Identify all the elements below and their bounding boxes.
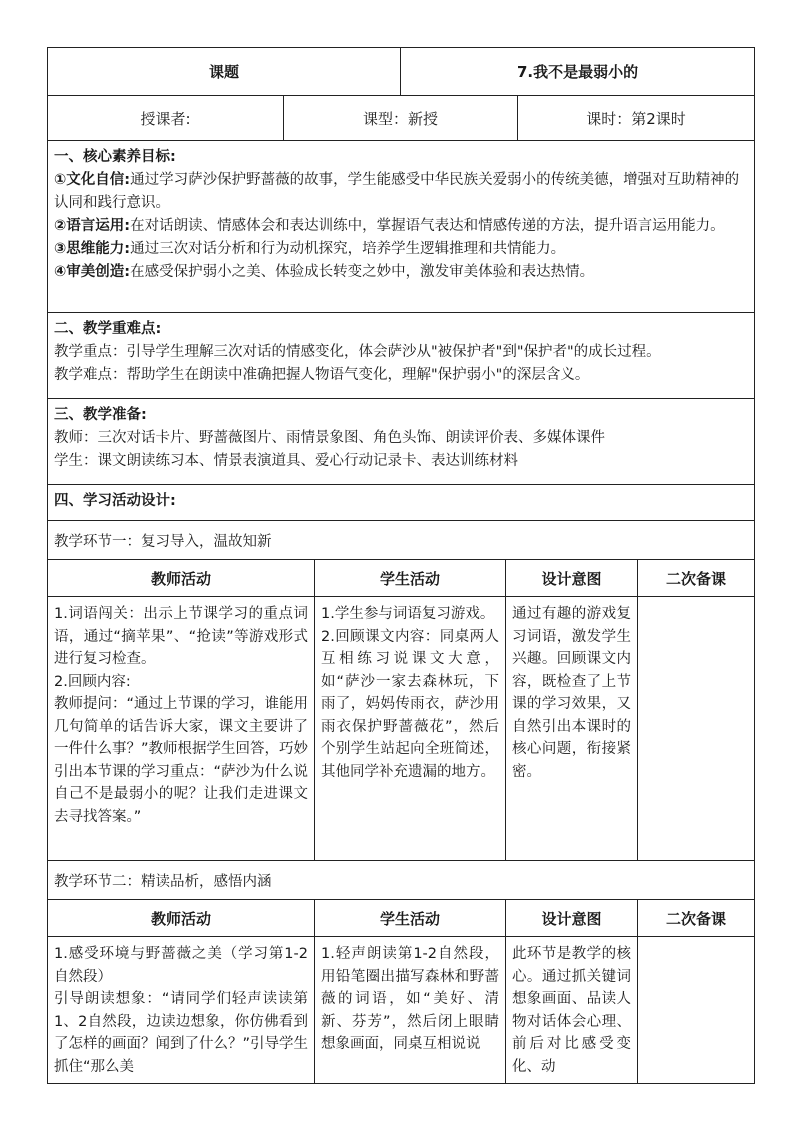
col-header-second: 二次备课 xyxy=(638,900,755,937)
objective-item: ④审美创造:在感受保护弱小之美、体验成长转变之妙中，激发审美体验和表达热情。 xyxy=(54,264,595,280)
section-objectives xyxy=(48,141,755,313)
col-header-teacher: 教师活动 xyxy=(48,900,315,937)
teacher-label: 授课者: xyxy=(48,96,284,141)
student-activity-cell xyxy=(315,937,506,1084)
section-activity-design xyxy=(48,485,755,521)
activity-table-one xyxy=(47,559,755,1084)
teacher-activity-line: 1.词语闯关：出示上节课学习的重点词语，通过“摘苹果”、“抢读”等游戏形式进行复习检查。 xyxy=(54,606,308,667)
col-header-intent: 设计意图 xyxy=(506,900,638,937)
lesson-type: 课型：新授 xyxy=(284,96,518,141)
objective-item: ①文化自信:通过学习萨沙保护野蔷薇的故事，学生能感受中华民族关爱弱小的传统美德，增强对互助精神的认同和践行意识。 xyxy=(54,172,740,211)
col-header-teacher: 教师活动 xyxy=(48,560,315,597)
design-intent-cell: 此环节是教学的核心。通过抓关键词想象画面、品读人物对话体会心理、前后对比感受变化、动 xyxy=(506,937,638,1084)
col-header-student: 学生活动 xyxy=(315,560,506,597)
lesson-plan-page xyxy=(47,47,754,1084)
step-one-title: 教学环节一：复习导入，温故知新 xyxy=(48,521,755,560)
teacher-activity-cell xyxy=(48,597,315,861)
student-activity-line: 1.学生参与词语复习游戏。 xyxy=(321,606,495,622)
teacher-activity-cell xyxy=(48,937,315,1084)
difficulty-line: 教学难点：帮助学生在朗读中准确把握人物语气变化，理解"保护弱小"的深层含义。 xyxy=(54,367,590,383)
section-key-points xyxy=(48,313,755,399)
section-heading: 二、教学重难点: xyxy=(54,321,162,337)
section-heading: 一、核心素养目标: xyxy=(54,149,176,165)
student-activity-line: 2.回顾课文内容：同桌两人互相练习说课文大意，如“萨沙一家去森林玩，下雨了，妈妈传雨衣，萨沙用雨衣保护野蔷薇花”，然后个别学生站起向全班简述，其他同学补充遗漏的地方。 xyxy=(321,628,499,780)
student-activity-cell xyxy=(315,597,506,861)
teacher-activity-line: 引导朗读想象：“请同学们轻声读读第1、2自然段，边读边想象，你仿佛看到了怎样的画面？闻到了什么？”引导学生抓住“那么美 xyxy=(54,991,309,1075)
objective-item: ②语言运用:在对话朗读、情感体会和表达训练中，掌握语气表达和情感传递的方法，提升语言运用能力。 xyxy=(54,218,725,234)
lesson-period: 课时：第2课时 xyxy=(518,96,755,141)
design-intent-cell: 通过有趣的游戏复习词语，激发学生兴趣。回顾课文内容，既检查了上节课的学习效果，又自然引出本课时的核心问题，衔接紧密。 xyxy=(506,597,638,861)
section-heading: 四、学习活动设计: xyxy=(54,493,176,509)
lesson-plan-table xyxy=(47,47,755,560)
teacher-activity-line: 1.感受环境与野蔷薇之美（学习第1-2自然段） xyxy=(54,946,308,985)
col-header-intent: 设计意图 xyxy=(506,560,638,597)
step-two-title: 教学环节二：精读品析，感悟内涵 xyxy=(48,861,755,900)
teacher-activity-line: 教师提问：“通过上节课的学习，谁能用几句简单的话告诉大家，课文主要讲了一件什么事？”教师根据学生回答，巧妙引出本节课的学习重点：“萨沙为什么说自己不是最弱小的呢？让我们走进课文去寻找答案。” xyxy=(54,696,309,825)
prep-line-student: 学生：课文朗读练习本、情景表演道具、爱心行动记录卡、表达训练材料 xyxy=(54,453,518,469)
objective-item: ③思维能力:通过三次对话分析和行为动机探究，培养学生逻辑推理和共情能力。 xyxy=(54,241,566,257)
section-heading: 三、教学准备: xyxy=(54,407,147,423)
col-header-second: 二次备课 xyxy=(638,560,755,597)
student-activity-line: 1.轻声朗读第1-2自然段，用铅笔圈出描写森林和野蔷薇的词语，如“美好、清新、芬芳”，然后闭上眼睛想象画面，同桌互相说说 xyxy=(321,946,499,1052)
title-label: 课题 xyxy=(48,48,401,96)
section-preparation xyxy=(48,399,755,485)
second-prep-cell xyxy=(638,937,755,1084)
second-prep-cell xyxy=(638,597,755,861)
title-value: 7.我不是最弱小的 xyxy=(401,48,755,96)
key-point-line: 教学重点：引导学生理解三次对话的情感变化，体会萨沙从"被保护者"到"保护者"的成长过程。 xyxy=(54,344,661,360)
prep-line-teacher: 教师：三次对话卡片、野蔷薇图片、雨情景象图、角色头饰、朗读评价表、多媒体课件 xyxy=(54,430,605,446)
col-header-student: 学生活动 xyxy=(315,900,506,937)
teacher-activity-line: 2.回顾内容: xyxy=(54,673,131,690)
